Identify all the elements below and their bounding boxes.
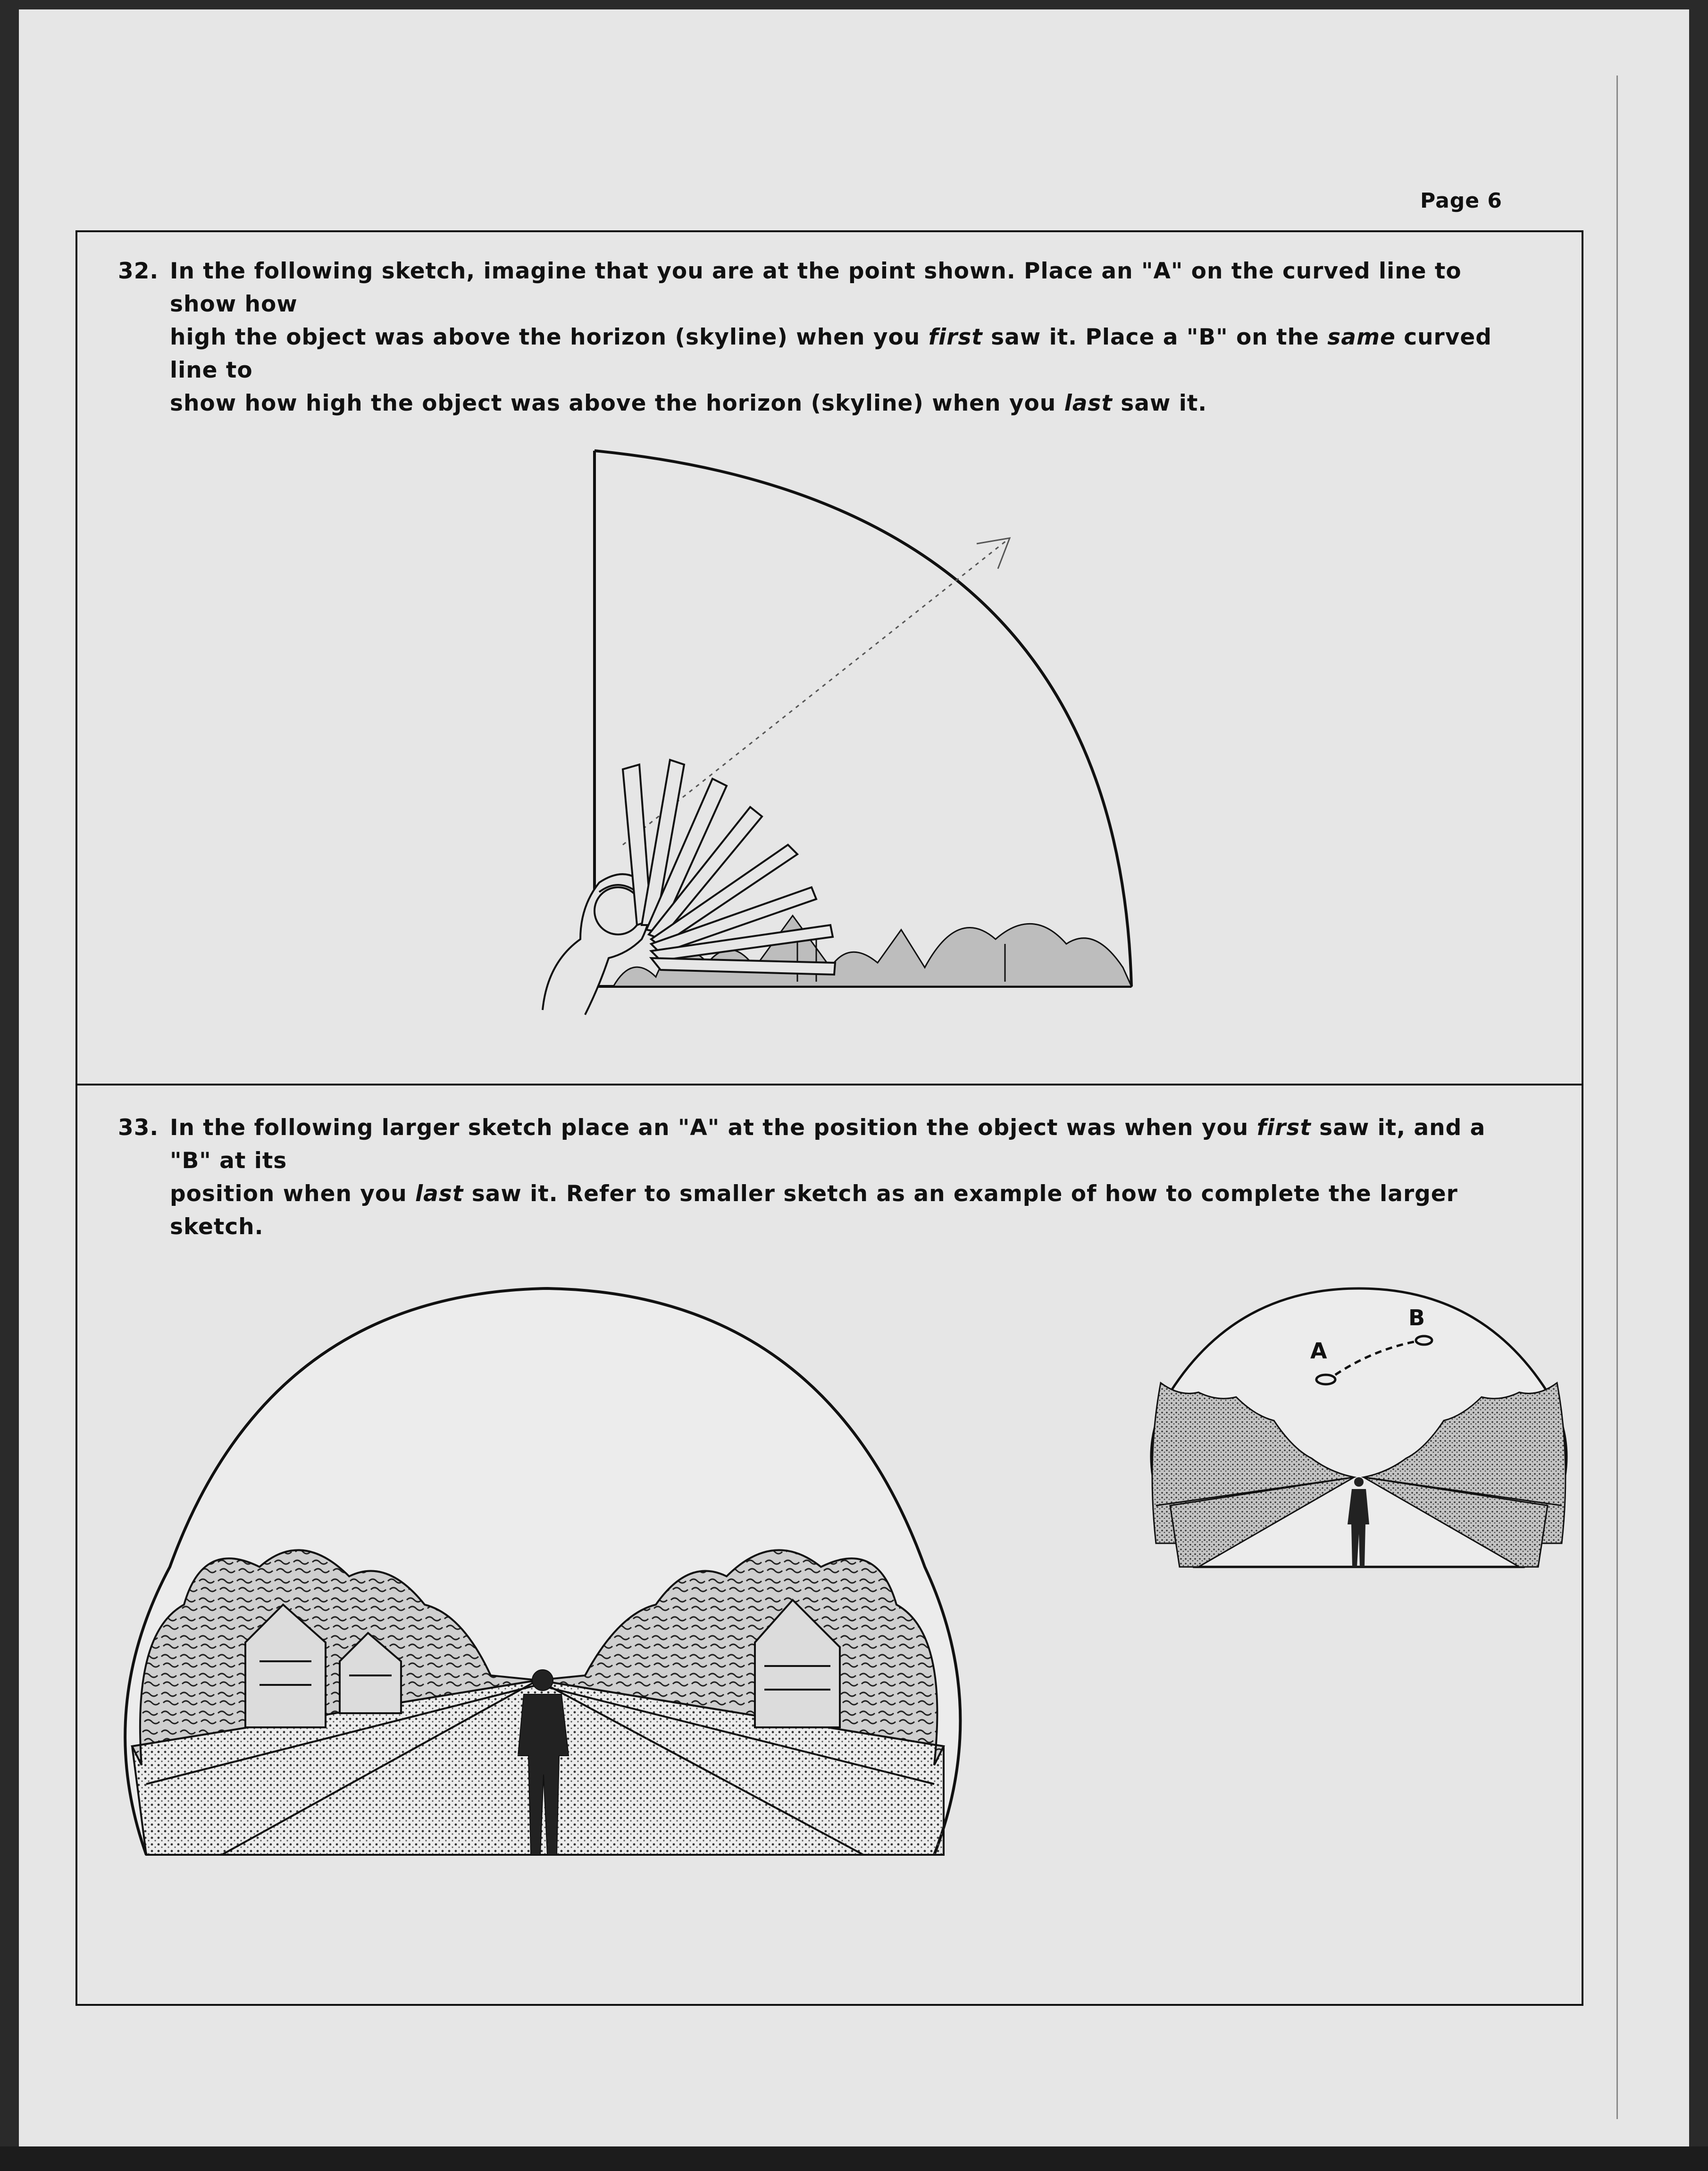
quadrant-elevation-sketch xyxy=(510,439,1151,1034)
example-street-sketch xyxy=(1142,1279,1576,1576)
large-street-sketch xyxy=(104,1274,963,1883)
example-label-b: B xyxy=(1408,1305,1425,1330)
scan-edge xyxy=(0,2146,1708,2171)
question-32-number: 32. xyxy=(118,258,159,284)
section-divider xyxy=(75,1084,1583,1086)
page-number: Page 6 xyxy=(1420,189,1503,213)
question-32-text xyxy=(170,255,1519,420)
q33-line-1: In the following larger sketch place an "A" at the position the object was when you first saw it, and a "B" at its xyxy=(170,1115,1486,1174)
q32-line-1: In the following sketch, imagine that you are at the point shown. Place an "A" on the curved line to show how xyxy=(170,258,1462,317)
question-33-number: 33. xyxy=(118,1115,159,1141)
q32-line-3: show how high the object was above the horizon (skyline) when you last saw it. xyxy=(170,390,1207,416)
q32-line-2: high the object was above the horizon (skyline) when you first saw it. Place a "B" on the same curved line to xyxy=(170,324,1492,383)
question-32 xyxy=(118,255,1533,416)
example-label-a: A xyxy=(1310,1338,1327,1363)
direction-arrow xyxy=(623,538,1010,845)
question-33-text xyxy=(170,1111,1529,1244)
q33-line-2: position when you last saw it. Refer to smaller sketch as an example of how to complete the larger sketch. xyxy=(170,1181,1458,1240)
margin-rule xyxy=(1616,76,1618,2119)
question-33 xyxy=(118,1111,1533,1240)
